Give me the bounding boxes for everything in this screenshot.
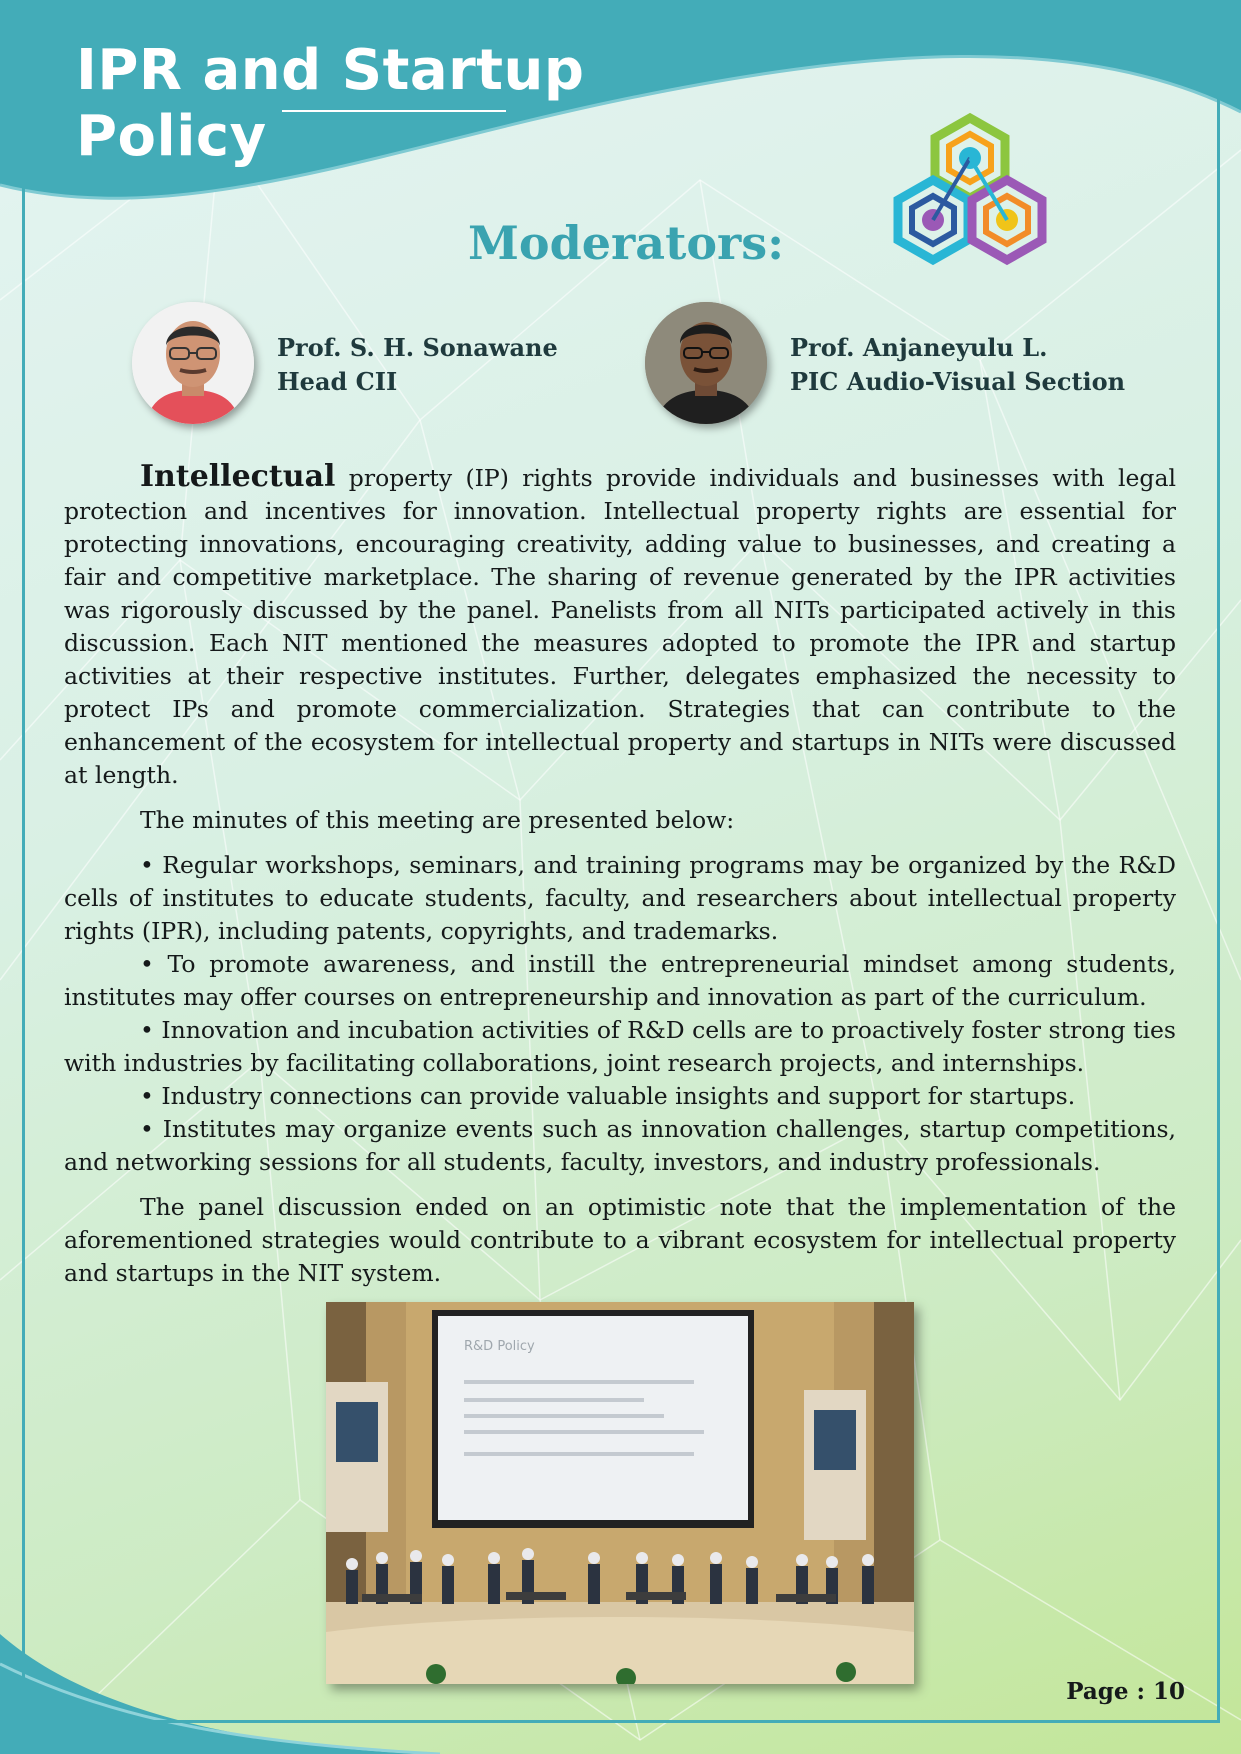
- moderator-1-role: Head CII: [277, 367, 398, 396]
- bullet-item-5: • Institutes may organize events such as innovation challenges, startup competitions, and networking sessions for all students, faculty, investors, and industry professionals.: [64, 1115, 1176, 1176]
- bullet-item-2: • To promote awareness, and instill the entrepreneurial mindset among students, institutes may offer courses on entrepreneurship and innovation as part of the curriculum.: [64, 950, 1176, 1011]
- title-line-1: IPR and Startup: [76, 38, 585, 103]
- title-line-2: Policy: [76, 104, 267, 169]
- page-number: Page : 10: [1066, 1678, 1185, 1705]
- moderator-2-photo: [645, 302, 767, 424]
- moderator-portrait: [132, 302, 254, 424]
- hexagon-network-logo-icon: [893, 112, 1047, 268]
- page-title: [76, 38, 584, 170]
- moderators-heading: Moderators:: [468, 216, 785, 270]
- bullet-item-1: • Regular workshops, seminars, and training programs may be organized by the R&D cells of institutes to educate students, faculty, and researchers about intellectual property rights (IPR), including patents, copyrights, and trademarks.: [64, 851, 1176, 945]
- bullet-item-4: • Industry connections can provide valuable insights and support for startups.: [140, 1082, 1076, 1110]
- title-underline: [282, 110, 506, 112]
- intro-paragraph: [64, 460, 1176, 792]
- bullet-item-3: • Innovation and incubation activities of R&D cells are to proactively foster strong ties with industries by facilitating collaborations, joint research projects, and internships.: [64, 1016, 1176, 1077]
- intro-lead-word: Intellectual: [140, 459, 336, 494]
- panel-discussion-photo: [326, 1302, 914, 1684]
- moderator-2-role: PIC Audio-Visual Section: [790, 367, 1126, 396]
- panel-discussion-photo: [326, 1302, 914, 1684]
- moderator-portrait: [645, 302, 767, 424]
- slide-title: R&D Policy: [464, 1339, 535, 1354]
- conclusion-paragraph: The panel discussion ended on an optimistic note that the implementation of the aforementioned strategies would contribute to a vibrant ecosystem for intellectual property and startups in the NIT system.: [64, 1193, 1176, 1287]
- body-text: [64, 460, 1176, 1290]
- moderator-2-name: Prof. Anjaneyulu L.: [790, 333, 1048, 362]
- minutes-intro: The minutes of this meeting are presented below:: [140, 806, 735, 834]
- moderator-1-photo: [132, 302, 254, 424]
- intro-text: property (IP) rights provide individuals and businesses with legal protection and incentives for innovation. Intellectual property rights are essential for protecting innovations, encouraging creativity, adding value to businesses, and creating a fair and competitive marketplace. The sharing of revenue generated by the IPR activities was rigorously discussed by the panel. Panelists from all NITs participated actively in this discussion. Each NIT mentioned the measures adopted to promote the IPR and startup activities at their respective institutes. Further, delegates emphasized the necessity to protect IPs and promote commercialization. Strategies that can contribute to the enhancement of the ecosystem for intellectual property and startups in NITs were discussed at length.: [64, 464, 1176, 789]
- moderator-1-name: Prof. S. H. Sonawane: [277, 333, 558, 362]
